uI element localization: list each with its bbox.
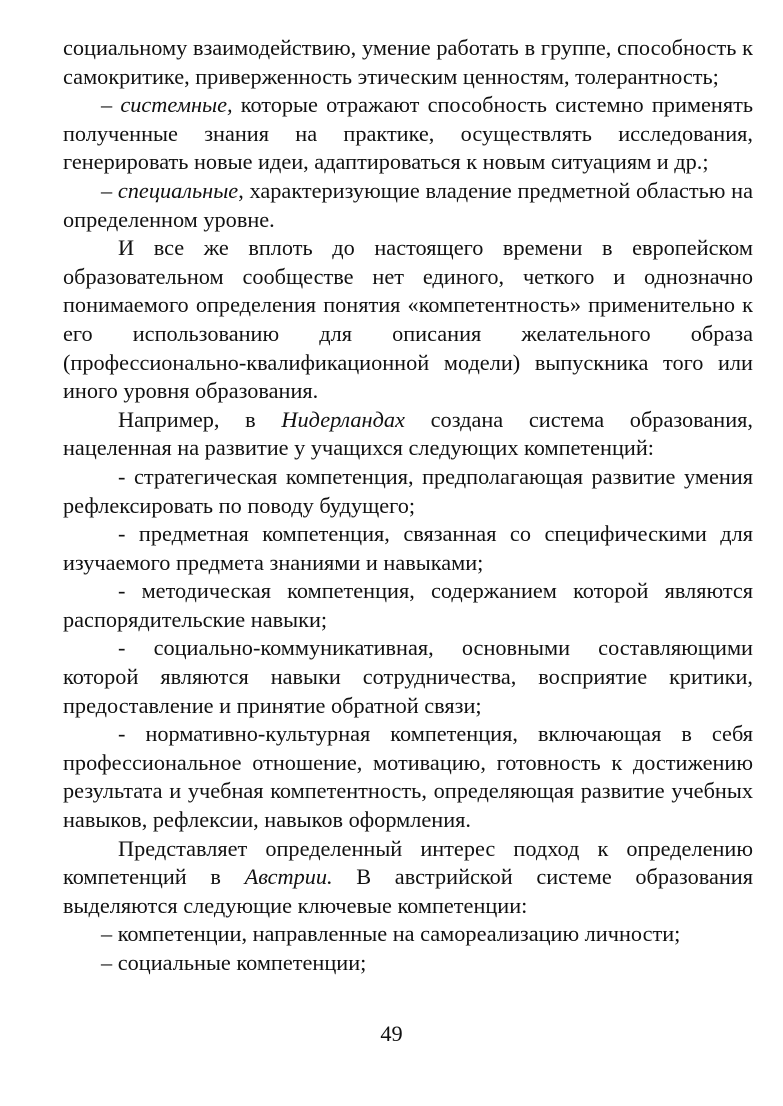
page-number: 49 [380,1021,403,1046]
page-body [63,34,753,978]
paragraph-text: – социальные компетенции; [101,950,367,975]
list-item-systemic [63,91,753,177]
emphasis-term: специальные [117,177,239,203]
paragraph-text: – компетенции, направленные на самореализацию личности; [101,921,681,947]
paragraph-text: - нормативно-культурная компетенция, включающая в себя профессиональное отношение, мотивацию, готовность к достижению результата и учебная компетентность, определяющая развитие учебных навыков, рефлексии, навыков оформления. [63,721,753,833]
paragraph-text: И все же вплоть до настоящего времени в европейском образовательном сообществе нет единого, четкого и однозначно понимаемого определения понятия «компетентность» применительно к его использованию для описания желательного образа (профессионально-квалификационной модели) выпускника того или иного уровня образования. [63,235,753,404]
emphasis-term: системные, [120,92,233,118]
paragraph-european-definition [63,234,753,406]
paragraph-text: В австрийской системе образования выделяются следующие ключевые компетенции: [63,864,753,918]
emphasis-country: Австрии. [244,864,333,890]
paragraph-competence-list-continuation [63,34,753,91]
paragraph-text: , характеризующие владение предметной областью на определенном уровне. [63,177,753,232]
dash-marker: – [101,92,121,118]
list-item-strategic [63,463,753,520]
paragraph-text: - социально-коммуникативная, основными составляющими которой являются навыки сотрудничества, восприятие критики, предоставление и принятие обратной связи; [63,635,753,718]
paragraph-netherlands [63,406,753,463]
paragraph-text: создана система образования, нацеленная на развитие у учащихся следующих компетенций: [63,406,753,461]
list-item-special [63,177,753,234]
list-item-social-competences [63,949,753,978]
paragraph-text: которые отражают способность системно применять полученные знания на практике, осуществлять исследования, генерировать новые идеи, адаптироваться к новым ситуациям и др.; [63,92,753,175]
dash-marker: – [101,177,118,203]
paragraph-text: - стратегическая компетенция, предполагающая развитие умения рефлексировать по поводу будущего; [63,463,753,518]
paragraph-text: Представляет определенный интерес подход к определению компетенций в [63,835,753,890]
paragraph-text: социальному взаимодействию, умение работать в группе, способность к самокритике, приверженность этическим ценностям, толерантность; [63,35,753,89]
paragraph-text: Например, в [118,406,282,432]
paragraph-austria [63,835,753,921]
list-item-subject [63,520,753,577]
paragraph-text: - методическая компетенция, содержанием которой являются распорядительские навыки; [63,578,753,632]
list-item-self-realization [63,920,753,949]
list-item-social-communicative [63,634,753,720]
list-item-methodical [63,577,753,634]
emphasis-country: Нидерландах [281,406,405,432]
paragraph-text: - предметная компетенция, связанная со специфическими для изучаемого предмета знаниями и навыками; [63,521,753,575]
list-item-normative-cultural [63,720,753,834]
